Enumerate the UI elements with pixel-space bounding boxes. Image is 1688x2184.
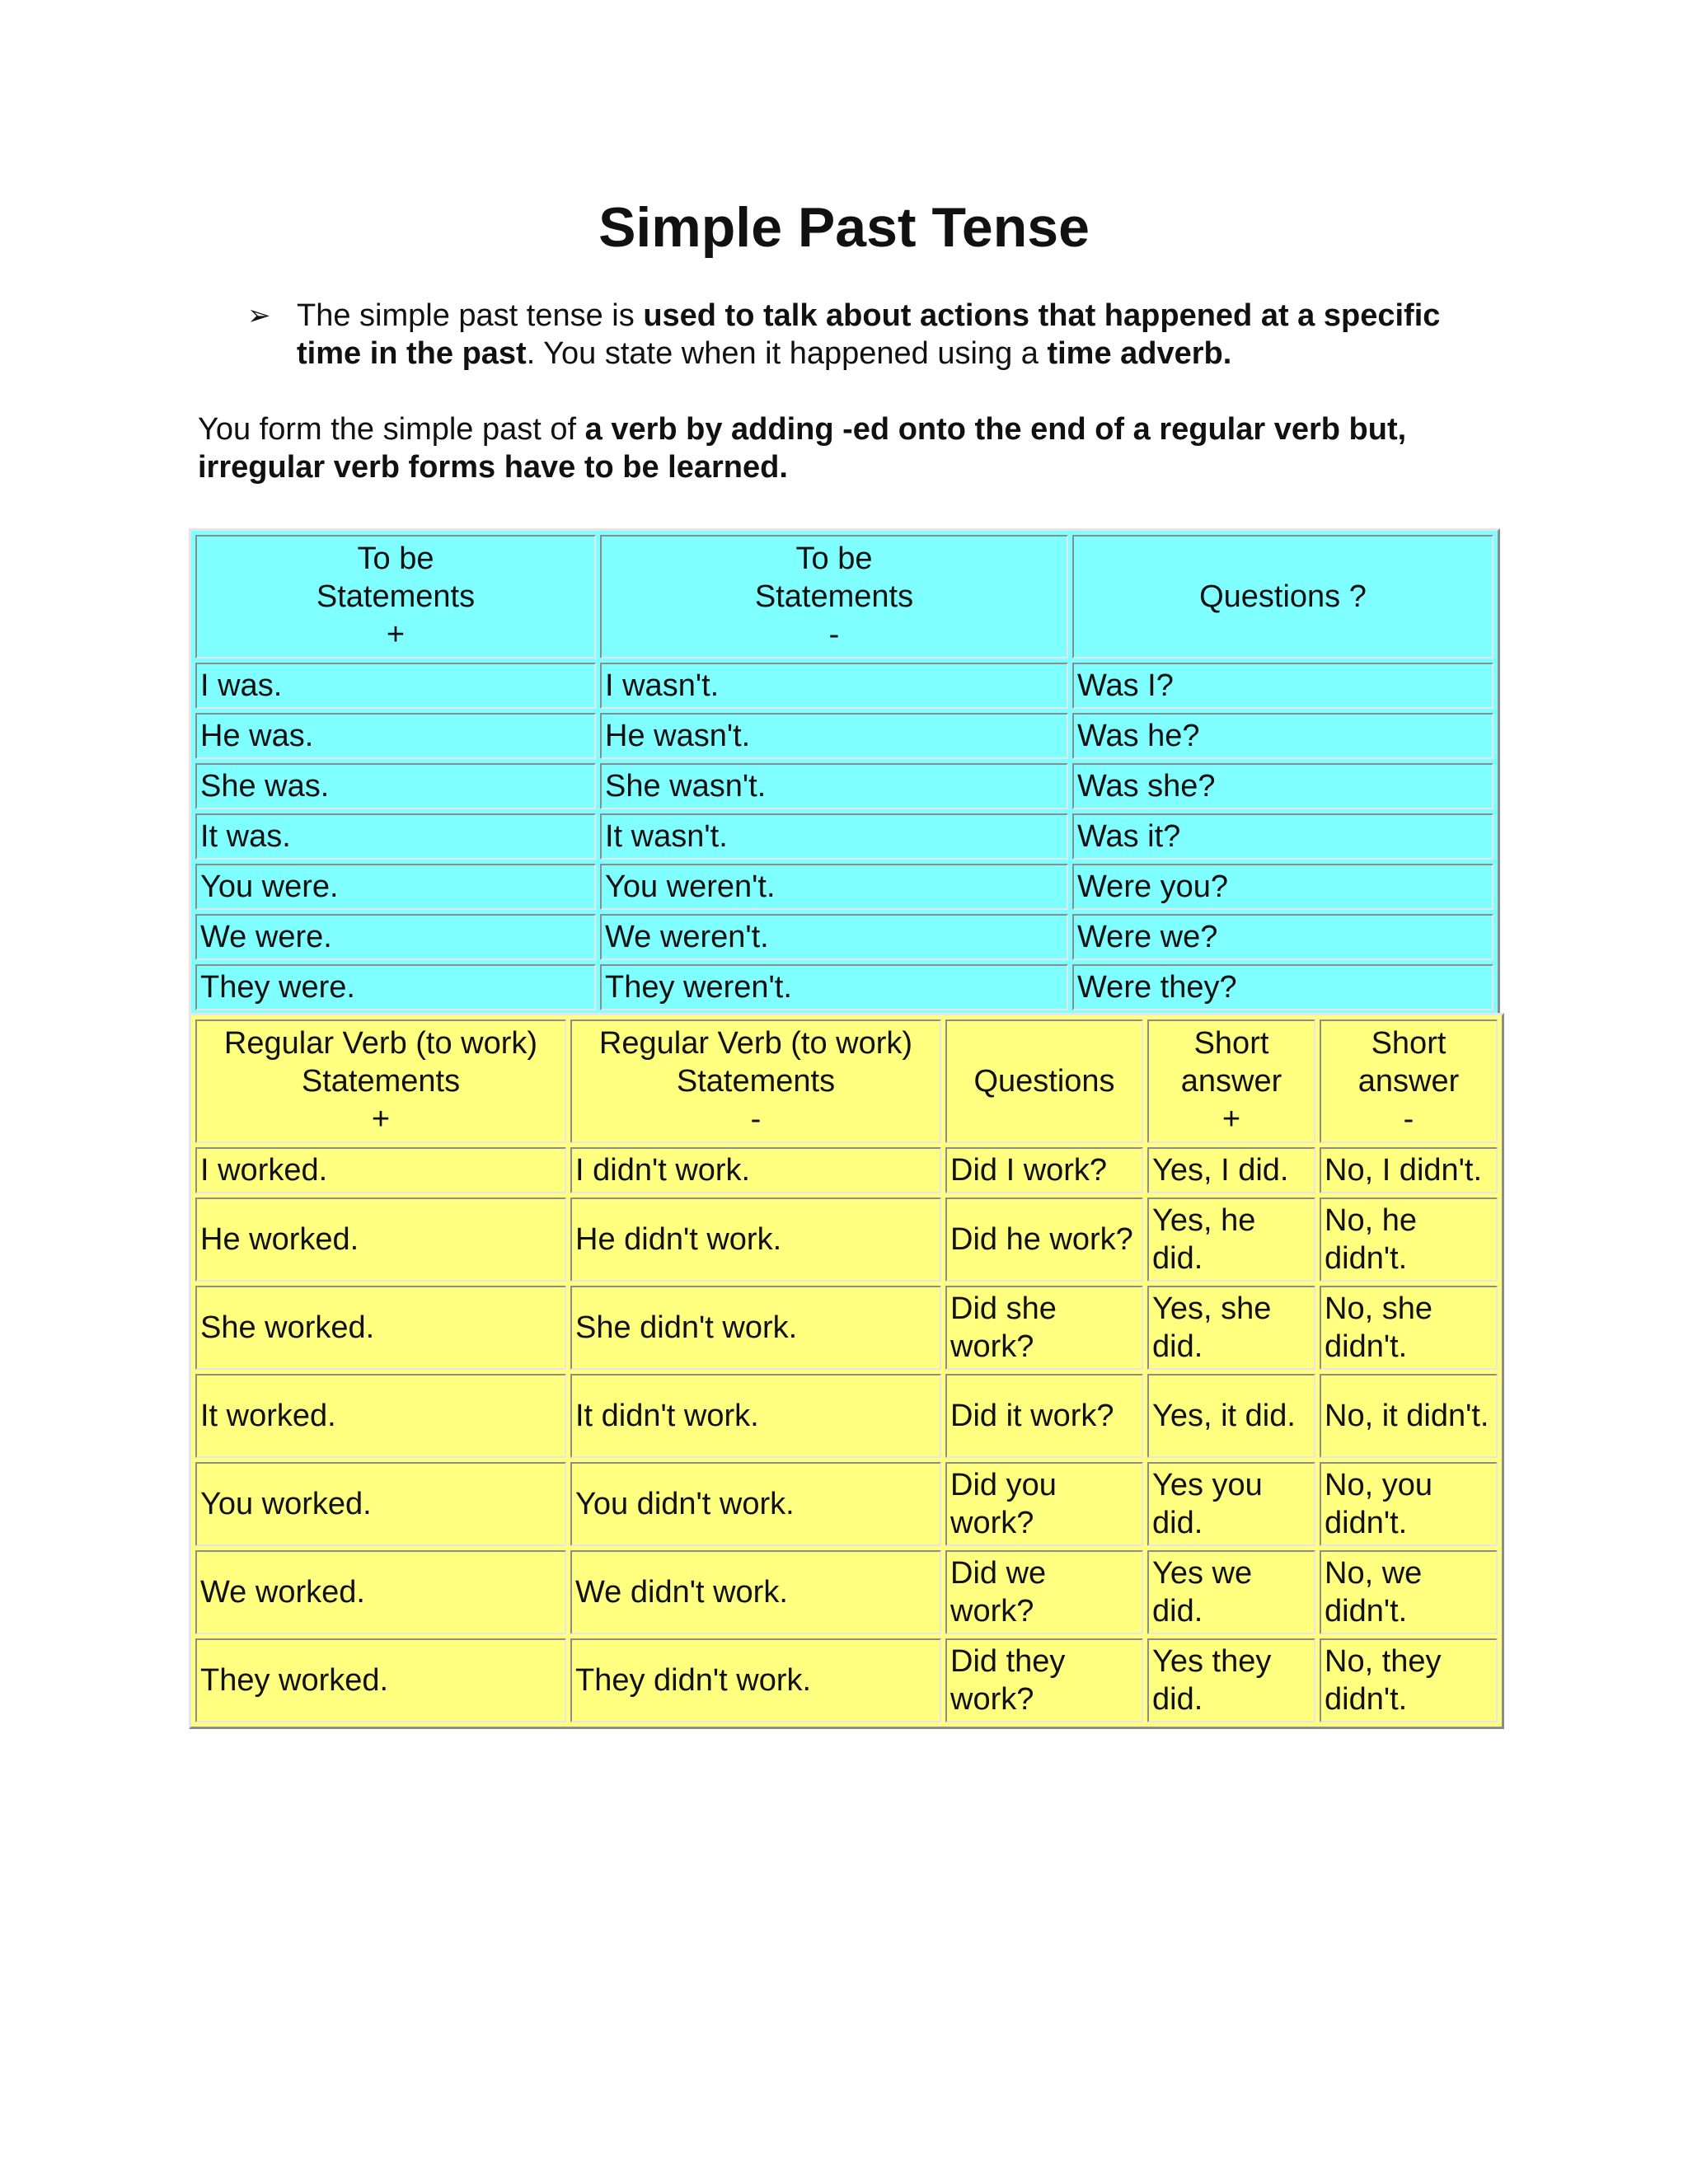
table-row — [195, 914, 1493, 960]
table-cell: Did they work? — [945, 1638, 1143, 1722]
table-cell: Was it? — [1072, 813, 1493, 860]
table-cell: Yes, it did. — [1147, 1374, 1315, 1458]
paragraph-text: You form the simple past of — [198, 412, 585, 447]
bullet-text-2: . You state when it happened using a — [526, 336, 1048, 371]
table-cell: Was she? — [1072, 763, 1493, 809]
table-cell: No, I didn't. — [1320, 1147, 1498, 1193]
table-cell: Yes we did. — [1147, 1550, 1315, 1634]
table-cell: You worked. — [195, 1462, 566, 1546]
table-cell: Did I work? — [945, 1147, 1143, 1193]
table-cell: No, it didn't. — [1320, 1374, 1498, 1458]
table-row — [195, 1197, 1498, 1282]
intro-bullet-text — [297, 297, 1500, 373]
bullet-bold-1: used to talk about actions that happened at a specific time in the past — [297, 298, 1441, 371]
paragraph-bold: a verb by adding -ed onto the end of a regular verb but, irregular verb forms have to be learned. — [198, 412, 1407, 485]
to-be-header-questions: Questions ? — [1072, 535, 1493, 658]
bullet-bold-2: time adverb. — [1047, 336, 1232, 371]
table-cell: They worked. — [195, 1638, 566, 1722]
table-cell: I didn't work. — [570, 1147, 941, 1193]
table-cell: No, you didn't. — [1320, 1462, 1498, 1546]
table-row — [195, 1286, 1498, 1370]
table-cell: Were we? — [1072, 914, 1493, 960]
table-cell: Did it work? — [945, 1374, 1143, 1458]
table-cell: It wasn't. — [600, 813, 1068, 860]
regular-header-short-positive: Short answer + — [1147, 1019, 1315, 1143]
table-cell: It didn't work. — [570, 1374, 941, 1458]
table-cell: They were. — [195, 964, 596, 1010]
bullet-text-1: The simple past tense is — [297, 298, 644, 333]
table-row — [195, 663, 1493, 709]
table-cell: Did we work? — [945, 1550, 1143, 1634]
table-row — [195, 1374, 1498, 1458]
table-cell: No, she didn't. — [1320, 1286, 1498, 1370]
table-cell: Did she work? — [945, 1286, 1143, 1370]
regular-header-row — [195, 1019, 1498, 1143]
table-cell: Did you work? — [945, 1462, 1143, 1546]
table-cell: He didn't work. — [570, 1197, 941, 1282]
table-cell: You weren't. — [600, 864, 1068, 910]
page-title: Simple Past Tense — [598, 196, 1090, 259]
table-row — [195, 864, 1493, 910]
table-cell: We weren't. — [600, 914, 1068, 960]
table-cell: You didn't work. — [570, 1462, 941, 1546]
table-row — [195, 964, 1493, 1010]
table-cell: You were. — [195, 864, 596, 910]
table-row — [195, 1147, 1498, 1193]
table-cell: They didn't work. — [570, 1638, 941, 1722]
to-be-header-positive: To be Statements + — [195, 535, 596, 658]
table-cell: Did he work? — [945, 1197, 1143, 1282]
table-cell: Were they? — [1072, 964, 1493, 1010]
table-cell: Was I? — [1072, 663, 1493, 709]
table-cell: We worked. — [195, 1550, 566, 1634]
regular-header-questions: Questions — [945, 1019, 1143, 1143]
regular-header-positive: Regular Verb (to work) Statements + — [195, 1019, 566, 1143]
to-be-header-row — [195, 535, 1493, 658]
to-be-table — [189, 528, 1500, 1017]
table-row — [195, 713, 1493, 759]
table-cell: It was. — [195, 813, 596, 860]
table-cell: Yes you did. — [1147, 1462, 1315, 1546]
table-cell: Yes, I did. — [1147, 1147, 1315, 1193]
table-cell: Yes, she did. — [1147, 1286, 1315, 1370]
intro-bullet — [247, 297, 1500, 373]
arrow-bullet-icon: ➢ — [247, 300, 271, 331]
table-row — [195, 1638, 1498, 1722]
formation-paragraph — [198, 410, 1517, 486]
table-cell: It worked. — [195, 1374, 566, 1458]
table-cell: He wasn't. — [600, 713, 1068, 759]
table-row — [195, 813, 1493, 860]
regular-header-negative: Regular Verb (to work) Statements - — [570, 1019, 941, 1143]
table-cell: They weren't. — [600, 964, 1068, 1010]
table-cell: Was he? — [1072, 713, 1493, 759]
to-be-header-negative: To be Statements - — [600, 535, 1068, 658]
table-cell: She wasn't. — [600, 763, 1068, 809]
table-cell: Yes they did. — [1147, 1638, 1315, 1722]
table-cell: We were. — [195, 914, 596, 960]
table-cell: No, he didn't. — [1320, 1197, 1498, 1282]
table-cell: I was. — [195, 663, 596, 709]
table-cell: No, we didn't. — [1320, 1550, 1498, 1634]
table-row — [195, 1462, 1498, 1546]
table-cell: Yes, he did. — [1147, 1197, 1315, 1282]
regular-header-short-negative: Short answer - — [1320, 1019, 1498, 1143]
table-cell: Were you? — [1072, 864, 1493, 910]
regular-verb-table — [189, 1013, 1504, 1729]
table-cell: I worked. — [195, 1147, 566, 1193]
table-cell: She was. — [195, 763, 596, 809]
table-cell: He worked. — [195, 1197, 566, 1282]
table-row — [195, 1550, 1498, 1634]
table-cell: He was. — [195, 713, 596, 759]
table-cell: She didn't work. — [570, 1286, 941, 1370]
table-cell: No, they didn't. — [1320, 1638, 1498, 1722]
table-row — [195, 763, 1493, 809]
table-cell: I wasn't. — [600, 663, 1068, 709]
table-cell: We didn't work. — [570, 1550, 941, 1634]
table-cell: She worked. — [195, 1286, 566, 1370]
